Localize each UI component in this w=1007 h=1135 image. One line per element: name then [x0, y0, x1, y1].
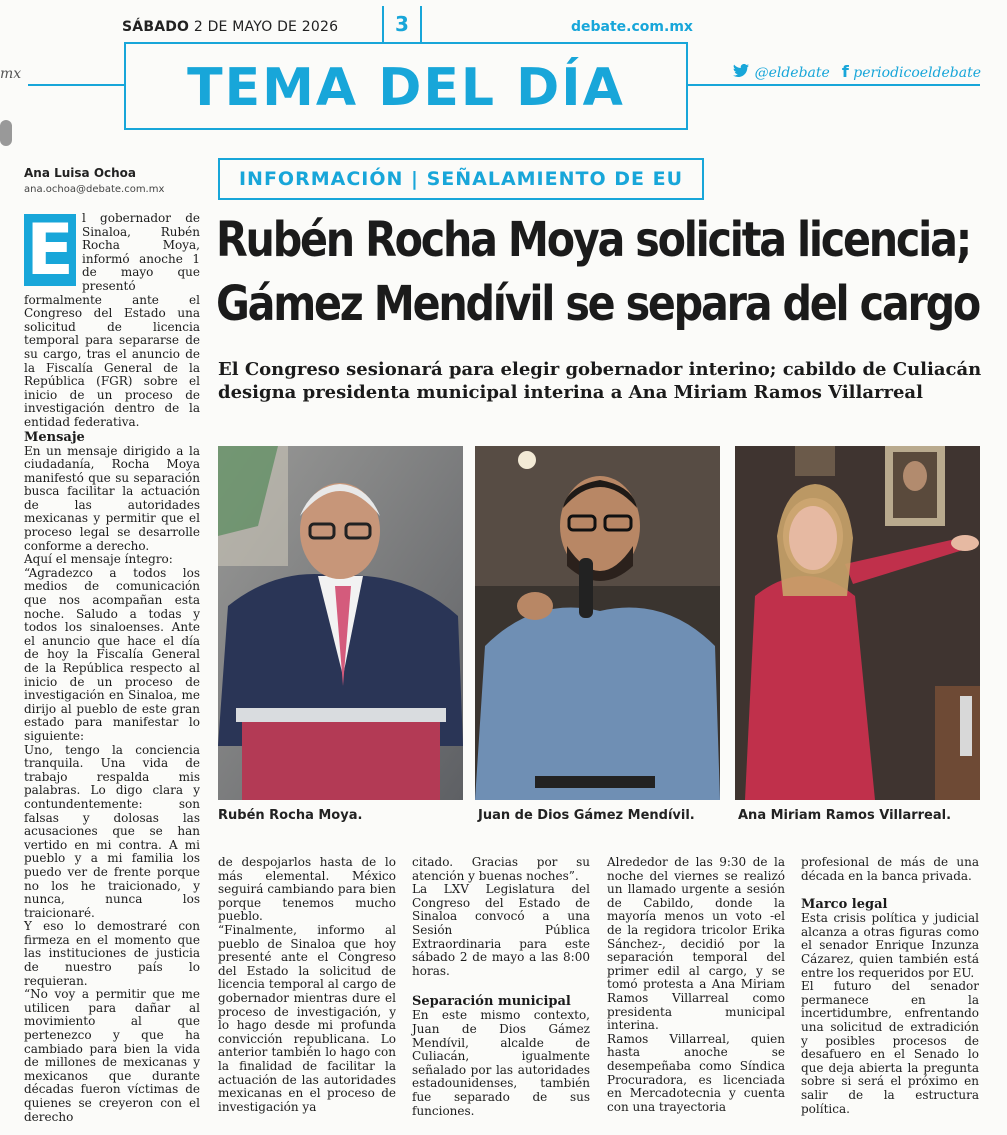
subhead-mensaje: Mensaje	[24, 429, 85, 445]
paragraph: Aquí el mensaje íntegro:	[24, 552, 173, 567]
photo-ana-miriam-ramos[interactable]	[735, 446, 980, 800]
scroll-handle[interactable]	[0, 120, 12, 146]
issue-day: SÁBADO	[122, 19, 190, 35]
page-number: 3	[382, 6, 422, 42]
paragraph: La LXV Legislatura del Congreso del Estado de Sinaloa convocó a una Sesión Pública Extraordinaria para este sábado 2 de mayo a las 8:00 horas.	[412, 882, 590, 978]
cropped-edge-text: mx	[0, 66, 22, 82]
paragraph: profesional de más de una década en la banca privada.	[801, 855, 979, 883]
paragraph: Esta crisis política y judicial alcanza a otras figuras como el senador Enrique Inzunza Cázarez, quien también está entre los requeridos por EU.	[801, 911, 979, 980]
masthead-rule-left	[28, 84, 124, 86]
article-column-1	[24, 209, 200, 1124]
social-links	[733, 62, 981, 81]
photo-caption: Rubén Rocha Moya.	[218, 808, 363, 823]
twitter-bird-icon	[733, 62, 755, 81]
issue-date-text: 2 DE MAYO DE 2026	[193, 19, 339, 35]
paragraph: Alrededor de las 9:30 de la noche del viernes se realizó un llamado urgente a sesión de Cabildo, donde la mayoría menos un voto -el de la regidora tricolor Erika Sánchez-, decidió por la separación temporal del primer edil al cargo, y se tomó protesta a Ana Miriam Ramos Villarreal como presidenta municipal interina.	[607, 855, 785, 1033]
paragraph: “No voy a permitir que me utilicen para dañar al movimiento al que pertenezco y que ha cambiado para bien la vida de millones de mexicanas y mexicanos que durante décadas fueron víctimas de quienes se creyeron con el derecho	[24, 987, 200, 1124]
kicker: INFORMACIÓN | SEÑALAMIENTO DE EU	[238, 168, 684, 190]
lead-paragraph: l gobernador de Sinaloa, Rubén Rocha Moya, informó anoche 1 de mayo que presentó formalmente ante el Congreso del Estado una solicitud de licencia temporal para separarse de su cargo, tras el anuncio de la Fiscalía General de la República (FGR) sobre el inicio de un proceso de investigación dentro de la entidad federativa.	[24, 211, 200, 429]
author-email[interactable]: ana.ochoa@debate.com.mx	[24, 184, 165, 195]
article-column-5	[801, 856, 979, 1116]
deck: El Congreso sesionará para elegir gobernador interino; cabildo de Culiacán designa presidenta municipal interina a Ana Miriam Ramos Villarreal	[218, 359, 982, 403]
masthead-rule-right	[688, 84, 980, 86]
article-column-2	[218, 856, 396, 1114]
paragraph: Uno, tengo la conciencia tranquila. Una vida de trabajo respalda mis palabras. Lo digo clara y contundentemente: son falsas y dolosas las acusaciones que se han vertido en mi contra. A mi pueblo y a mi familia los puedo ver de frente porque no los he traicionado, y nunca, nunca los traicionaré.	[24, 742, 200, 920]
twitter-link[interactable]	[733, 62, 830, 81]
paragraph: Y eso lo demostraré con firmeza en el momento que las instituciones de justicia de nuestro país lo requieran.	[24, 919, 200, 988]
article-column-4	[607, 856, 785, 1114]
section-title-box	[124, 42, 688, 130]
kicker-box	[218, 158, 704, 200]
photo-juan-de-dios-gamez[interactable]	[475, 446, 720, 800]
paragraph: “Agradezco a todos los medios de comunicación que nos acompañan esta noche. Saludo a todas y todos los sinaloenses. Ante el anuncio que hace el día de hoy la Fiscalía General de la República respecto al inicio de un proceso de investigación en Sinaloa, me dirijo al pueblo de este gran estado para manifestar lo siguiente:	[24, 565, 200, 743]
article-column-3	[412, 856, 590, 1118]
paragraph: El futuro del senador permanece en la incertidumbre, enfrentando una solicitud de extradición y posibles procesos de desafuero en el Senado lo que deja abierta la pregunta sobre si será el próximo en salir de la estructura política.	[801, 979, 979, 1116]
paragraph: “Finalmente, informo al pueblo de Sinaloa que hoy presenté ante el Congreso del Estado la solicitud de licencia temporal al cargo de gobernador mientras dure el proceso de investigación, y lo hago desde mi profunda convicción republicana. Lo anterior también lo hago con la finalidad de facilitar la actuación de las autoridades mexicanas en el proceso de investigación ya	[218, 922, 396, 1114]
paragraph: En un mensaje dirigido a la ciudadanía, Rocha Moya manifestó que su separación busca facilitar la actuación de las autoridades mexicanas y permitir que el proceso legal se desarrolle conforme a derecho.	[24, 443, 200, 553]
paragraph: Ramos Villarreal, quien hasta anoche se desempeñaba como Síndica Procuradora, es licenciada en Mercadotecnia y cuenta con una trayectoria	[607, 1031, 785, 1114]
facebook-handle: periodicoeldebate	[853, 65, 982, 81]
headline-line-2: Gámez Mendívil se separa del cargo	[216, 276, 980, 332]
section-title: TEMA DEL DÍA	[187, 58, 625, 118]
photo-caption: Ana Miriam Ramos Villarreal.	[738, 808, 952, 823]
drop-cap: E	[24, 214, 76, 286]
paragraph: En este mismo contexto, Juan de Dios Gámez Mendívil, alcalde de Culiacán, igualmente señalado por las autoridades estadounidenses, también fue separado de sus funciones.	[412, 1008, 590, 1118]
masthead	[0, 0, 1007, 140]
headline-line-1: Rubén Rocha Moya solicita licencia;	[216, 212, 970, 268]
paragraph: de despojarlos hasta de lo más elemental. México seguirá cambiando para bien porque tenemos mucho pueblo.	[218, 855, 396, 924]
subhead-separacion-municipal: Separación municipal	[412, 994, 571, 1010]
issue-date	[122, 19, 338, 35]
author-name: Ana Luisa Ochoa	[24, 166, 137, 180]
facebook-link[interactable]	[842, 62, 981, 81]
site-url[interactable]: debate.com.mx	[571, 19, 693, 35]
facebook-f-icon: f	[841, 62, 849, 81]
twitter-handle: @eldebate	[754, 65, 830, 81]
paragraph: citado. Gracias por su atención y buenas noches”.	[412, 855, 590, 883]
photo-caption: Juan de Dios Gámez Mendívil.	[478, 808, 695, 823]
subhead-marco-legal: Marco legal	[801, 897, 888, 913]
photo-ruben-rocha-moya[interactable]	[218, 446, 463, 800]
